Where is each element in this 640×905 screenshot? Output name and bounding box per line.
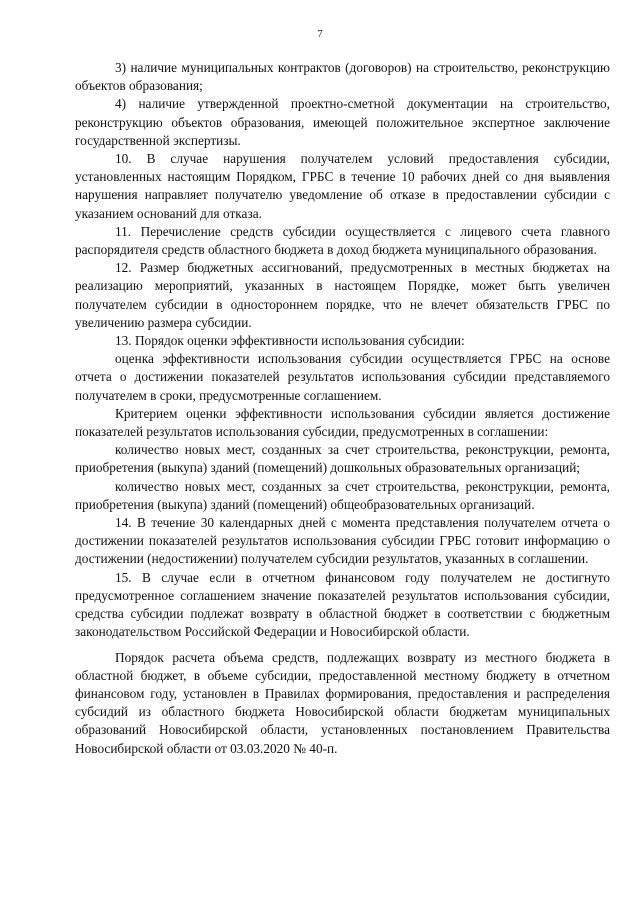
paragraph-item-4: 4) наличие утвержденной проектно-сметной документации на строительство, реконструкцию объектов образования, имеющей положительное экспертное заключение государственной экспертизы. [75, 96, 610, 148]
paragraph-item-3: 3) наличие муниципальных контрактов (договоров) на строительство, реконструкцию объектов образования; [75, 60, 610, 94]
paragraph-14: 14. В течение 30 календарных дней с момента представления получателем отчета о достижении показателей результатов использования субсидии ГРБС готовит информацию о достижении (недостижении) получателем субсидии результатов, указанных в соглашении. [75, 515, 610, 567]
page-number: 7 [317, 28, 323, 40]
paragraph-13-school-places: количество новых мест, созданных за счет строительства, реконструкции, ремонта, приобретения (выкупа) зданий (помещений) общеобразовательных организаций. [75, 478, 610, 512]
paragraph-15: 15. В случае если в отчетном финансовом году получателем не достигнуто предусмотренное соглашением значение показателей результатов использования субсидии, средства субсидии подлежат возврату в областной бюджет в соответствии с бюджетным законодательством Российской Федерации и Новосибирской области. [75, 569, 610, 640]
paragraph-13: 13. Порядок оценки эффективности использования субсидии: [115, 333, 465, 349]
paragraph-13-criterion: Критерием оценки эффективности использования субсидии является достижение показателей результатов использования субсидии, предусмотренных в соглашении: [75, 405, 610, 440]
paragraph-13-assessment: оценка эффективности использования субсидии осуществляется ГРБС на основе отчета о достижении показателей результатов использования субсидии представляемого получателем в сроки, предусмотренные соглашением. [75, 351, 610, 403]
paragraph-11: 11. Перечисление средств субсидии осуществляется с лицевого счета главного распорядителя средств областного бюджета в доход бюджета муниципального образования. [75, 223, 610, 258]
paragraph-13-preschool-places: количество новых мест, созданных за счет строительства, реконструкции, ремонта, приобретения (выкупа) зданий (помещений) дошкольных образовательных организаций; [75, 442, 610, 476]
document-body [75, 59, 610, 758]
paragraph-10: 10. В случае нарушения получателем условий предоставления субсидии, установленных настоящим Порядком, ГРБС в течение 10 рабочих дней со дня выявления нарушения направляет получателю уведомление об отказе в предоставлении субсидии с указанием оснований для отказа. [75, 151, 610, 221]
paragraph-refund-procedure: Порядок расчета объема средств, подлежащих возврату из местного бюджета в областной бюджет, в объеме субсидии, предоставленной местному бюджету в отчетном финансовом году, установлен в Правилах формирования, предоставления и распределения субсидий из областного бюджета Новосибирской области бюджетам муниципальных образований Новосибирской области, установленных постановлением Правительства Новосибирской области от 03.03.2020 № 40-п. [75, 649, 610, 756]
paragraph-12: 12. Размер бюджетных ассигнований, предусмотренных в местных бюджетах на реализацию мероприятий, указанных в настоящем Порядке, может быть увеличен получателем субсидии в одностороннем порядке, что не влечет обязательств ГРБС по увеличению размера субсидии. [75, 260, 610, 330]
